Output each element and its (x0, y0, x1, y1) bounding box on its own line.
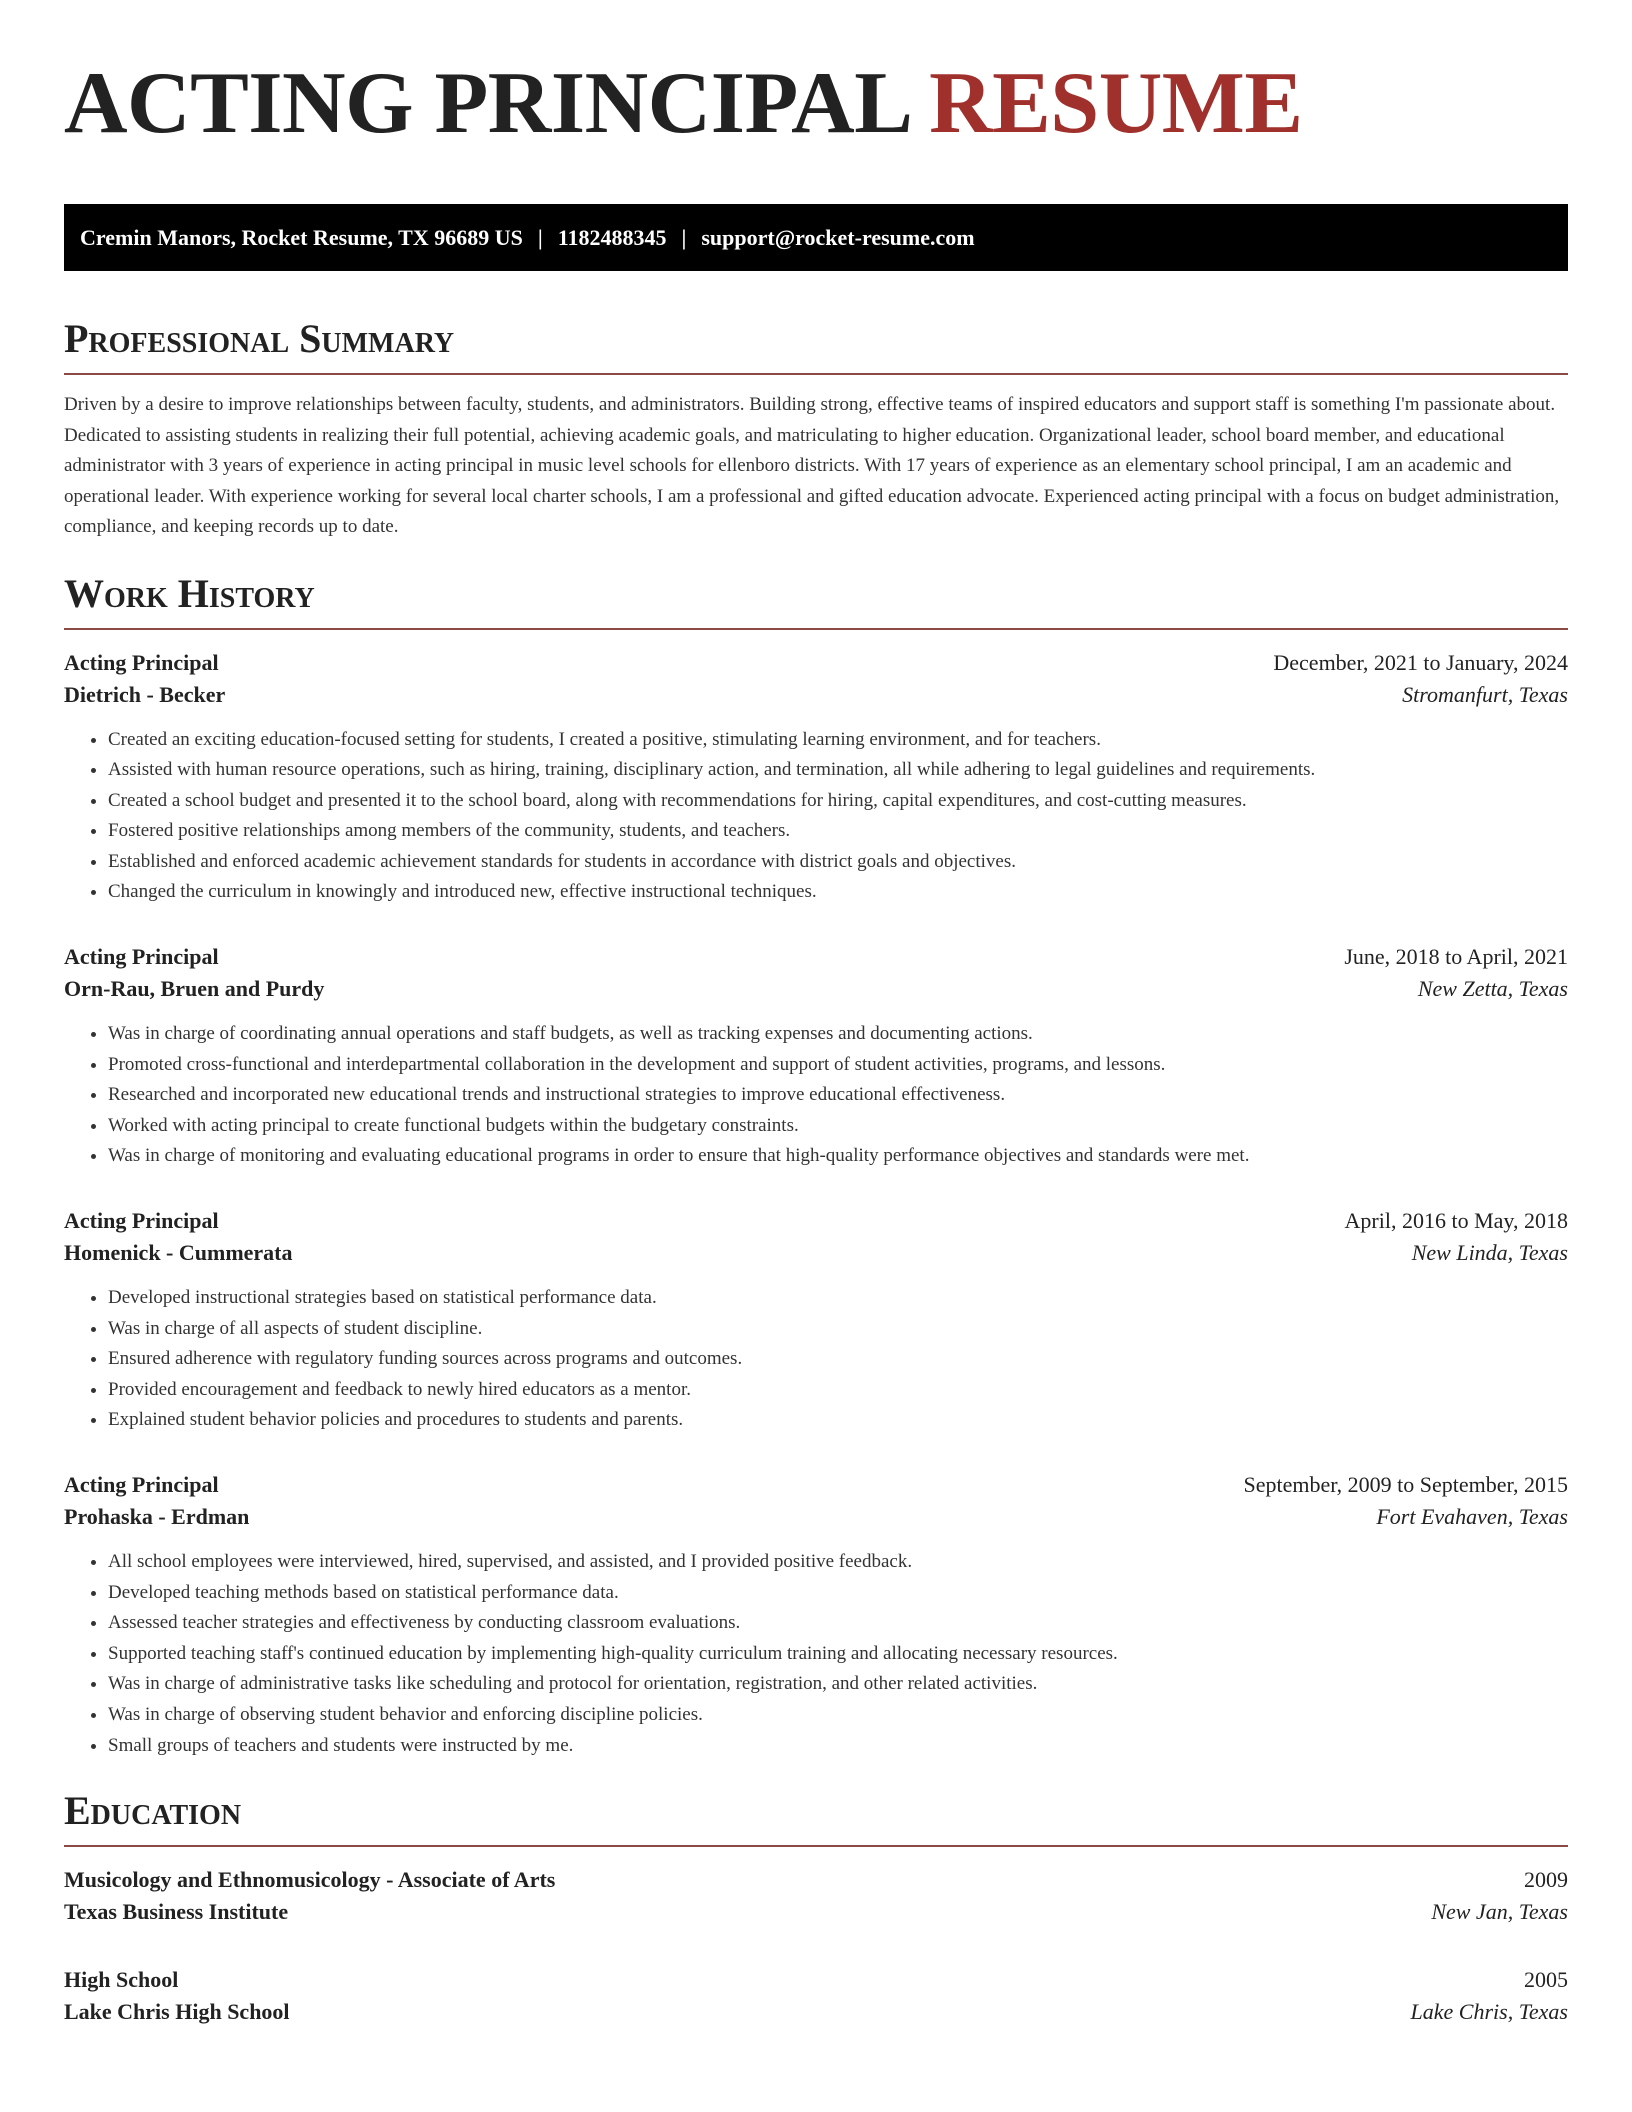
job-bullet-item: • Was in charge of coordinating annual operations and staff budgets, as well as tracking expenses and documenting actions. (108, 1019, 1568, 1050)
job-location: New Zetta, Texas (1417, 976, 1568, 1002)
job-employer-row (64, 972, 1568, 1006)
job-employer-row (64, 678, 1568, 712)
job-bullet-item: • Created an exciting education-focused setting for students, I created a positive, stimulating learning environment, and for teachers. (108, 725, 1568, 756)
job-entry (64, 1206, 1568, 1436)
job-location: New Linda, Texas (1411, 1240, 1568, 1266)
job-bullet-item: • Changed the curriculum in knowingly and introduced new, effective instructional techniques. (108, 877, 1568, 908)
job-bullet-item: • Explained student behavior policies and procedures to students and parents. (108, 1405, 1568, 1436)
education-year: 2005 (1524, 1967, 1568, 1993)
job-entry (64, 648, 1568, 909)
job-header-row (64, 1470, 1568, 1500)
job-dates: September, 2009 to September, 2015 (1243, 1472, 1568, 1497)
education-year: 2009 (1524, 1867, 1568, 1893)
job-title: Acting Principal (64, 944, 219, 970)
job-bullet-item: • Supported teaching staff's continued education by implementing high-quality curriculum training and allocating necessary resources. (108, 1639, 1568, 1670)
job-employer: Orn-Rau, Bruen and Purdy (64, 976, 325, 1002)
job-bullet-item: • Small groups of teachers and students were instructed by me. (108, 1731, 1568, 1762)
job-bullet-item: • Developed teaching methods based on statistical performance data. (108, 1578, 1568, 1609)
job-bullet-item: • Assessed teacher strategies and effectiveness by conducting classroom evaluations. (108, 1608, 1568, 1639)
job-dates: April, 2016 to May, 2018 (1344, 1208, 1568, 1234)
education-entry (64, 1865, 1568, 1929)
job-bullet-item: • Was in charge of administrative tasks like scheduling and protocol for orientation, registration, and other related activities. (108, 1669, 1568, 1700)
job-bullet-item: • Researched and incorporated new educational trends and instructional strategies to improve educational effectiveness. (108, 1080, 1568, 1111)
education-school: Lake Chris High School (64, 1999, 290, 2025)
job-dates: December, 2021 to January, 2024 (1273, 649, 1568, 675)
job-bullet-item: • Assisted with human resource operations, such as hiring, training, disciplinary action, and termination, all while adhering to legal guidelines and requirements. (108, 755, 1568, 786)
job-dates: June, 2018 to April, 2021 (1344, 944, 1568, 970)
job-bullet-item: • Created a school budget and presented it to the school board, along with recommendations for hiring, capital expenditures, and cost-cutting measures. (108, 786, 1568, 817)
job-employer: Homenick - Cummerata (64, 1240, 293, 1266)
work-history-heading: Work History (64, 570, 1568, 630)
job-title: Acting Principal (64, 1208, 219, 1234)
job-bullet-list (64, 725, 1568, 909)
job-bullet-item: • Provided encouragement and feedback to newly hired educators as a mentor. (108, 1375, 1568, 1406)
summary-text: Driven by a desire to improve relationships between faculty, students, and administrators. Building strong, effective teams of inspired educators and support staff is something I'm passionate about. Dedicated to assisting students in realizing their full potential, achieving academic goals, and matriculating to higher education. Organizational leader, school board member, and educational administrator with 3 years of experience in acting principal in music level schools for ellenboro districts. With 17 years of experience as an elementary school principal, I am an academic and operational leader. With experience working for several local charter schools, I am a professional and gifted education advocate. Experienced acting principal with a focus on budget administration, compliance, and keeping records up to date. (64, 394, 1560, 537)
job-location: Stromanfurt, Texas (1402, 681, 1568, 707)
work-history-list (64, 648, 1568, 1762)
summary-heading: Professional Summary (64, 315, 1568, 375)
education-degree: Musicology and Ethnomusicology - Associate of Arts (64, 1867, 556, 1893)
job-title: Acting Principal (64, 1472, 219, 1497)
education-location: New Jan, Texas (1431, 1899, 1568, 1925)
contact-separator: | (537, 224, 543, 250)
job-bullet-item: • Worked with acting principal to create functional budgets within the budgetary constraints. (108, 1111, 1568, 1142)
education-school-row (64, 1995, 1568, 2029)
resume-title-main: ACTING PRINCIPAL (64, 55, 908, 152)
job-employer-row (64, 1236, 1568, 1270)
job-header-row (64, 942, 1568, 972)
education-entry (64, 1965, 1568, 2029)
job-title: Acting Principal (64, 649, 219, 675)
education-heading: Education (64, 1787, 1568, 1847)
education-location: Lake Chris, Texas (1410, 1999, 1568, 2025)
job-bullet-item: • Was in charge of observing student behavior and enforcing discipline policies. (108, 1700, 1568, 1731)
contact-bar (64, 204, 1568, 271)
job-header-row (64, 648, 1568, 678)
resume-content (64, 55, 1568, 2029)
job-employer-row (64, 1500, 1568, 1534)
contact-address: Cremin Manors, Rocket Resume, TX 96689 US (80, 224, 523, 250)
job-bullet-item: • Developed instructional strategies based on statistical performance data. (108, 1283, 1568, 1314)
education-school: Texas Business Institute (64, 1899, 289, 1925)
job-employer: Dietrich - Becker (64, 681, 226, 707)
resume-title (64, 55, 1568, 152)
contact-separator: | (681, 224, 687, 250)
job-bullet-item: • Ensured adherence with regulatory funding sources across programs and outcomes. (108, 1344, 1568, 1375)
job-bullet-list (64, 1283, 1568, 1436)
job-entry (64, 1470, 1568, 1761)
job-entry (64, 942, 1568, 1172)
education-list (64, 1865, 1568, 2029)
job-bullet-item: • All school employees were interviewed, hired, supervised, and assisted, and I provided positive feedback. (108, 1547, 1568, 1578)
job-header-row (64, 1206, 1568, 1236)
job-bullet-item: • Was in charge of monitoring and evaluating educational programs in order to ensure that high-quality performance objectives and standards were met. (108, 1141, 1568, 1172)
job-bullet-item: • Promoted cross-functional and interdepartmental collaboration in the development and support of student activities, programs, and lessons. (108, 1050, 1568, 1081)
job-bullet-item: • Was in charge of all aspects of student discipline. (108, 1314, 1568, 1345)
education-degree: High School (64, 1967, 179, 1993)
job-bullet-item: • Established and enforced academic achievement standards for students in accordance with district goals and objectives. (108, 847, 1568, 878)
education-header-row (64, 1965, 1568, 1995)
job-employer: Prohaska - Erdman (64, 1504, 250, 1529)
job-location: Fort Evahaven, Texas (1376, 1504, 1568, 1529)
job-bullet-item: • Fostered positive relationships among members of the community, students, and teachers. (108, 816, 1568, 847)
contact-phone: 1182488345 (557, 224, 667, 250)
job-bullet-list (64, 1019, 1568, 1172)
resume-title-accent: RESUME (929, 55, 1303, 152)
contact-email: support@rocket-resume.com (701, 224, 975, 250)
job-bullet-list (64, 1547, 1568, 1761)
education-school-row (64, 1895, 1568, 1929)
education-header-row (64, 1865, 1568, 1895)
